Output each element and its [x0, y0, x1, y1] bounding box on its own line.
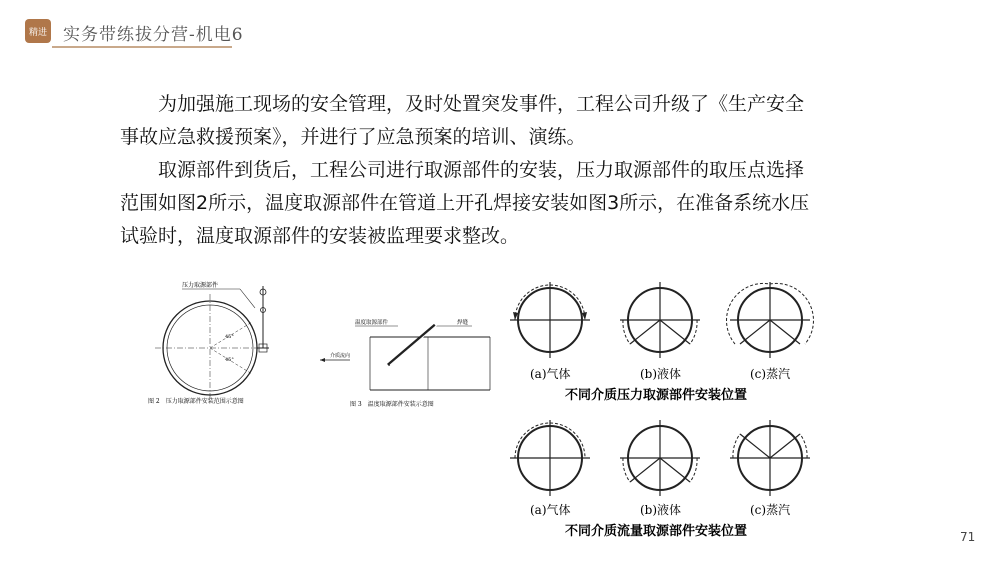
- figure-2-angle-a: 45°: [225, 334, 234, 340]
- pressure-diagram-caption: 不同介质压力取源部件安装位置: [565, 388, 748, 403]
- figure-3-flow-label: 介质流向: [330, 353, 351, 359]
- figure-2-caption: 图 2 压力取源部件安装范围示意图: [148, 398, 244, 405]
- figure-3-caption: 图 3 温度取源部件安装示意图: [350, 401, 434, 408]
- figure-2-angle-b: 45°: [225, 357, 234, 363]
- paragraph-2: 取源部件到货后，工程公司进行取源部件的安装，压力取源部件的取压点选择范围如图2所示，温度取源部件在管道上开孔焊接安装如图3所示，在准备系统水压试验时，温度取源部件的安装被监理要求整改。: [120, 159, 810, 247]
- paragraph-1: 为加强施工现场的安全管理，及时处置突发事件，工程公司升级了《生产安全事故应急救援预案》，并进行了应急预案的培训、演练。: [120, 93, 805, 148]
- pressure-item-liquid: (b)液体: [640, 367, 682, 381]
- flow-item-gas: (a)气体: [530, 503, 571, 517]
- figure-2-part-label: 压力取源部件: [182, 282, 219, 289]
- pressure-tap-diagram: [505, 282, 815, 408]
- flow-diagram-caption: 不同介质流量取源部件安装位置: [565, 524, 748, 539]
- figure-3-part-label: 温度取源部件: [355, 320, 389, 326]
- figure-3: [310, 305, 495, 413]
- brand-logo: 精进: [25, 19, 51, 43]
- flow-item-steam: (c)蒸汽: [750, 503, 791, 517]
- figure-3-weld-label: 焊缝: [457, 320, 469, 326]
- page-number: 71: [960, 530, 976, 544]
- pressure-item-steam: (c)蒸汽: [750, 367, 791, 381]
- flow-item-liquid: (b)液体: [640, 503, 682, 517]
- question-body: [120, 88, 820, 253]
- pressure-item-gas: (a)气体: [530, 367, 571, 381]
- flow-tap-diagram: [505, 418, 815, 544]
- figure-2: [145, 278, 305, 413]
- header-title: 实务带练拔分营-机电6: [63, 25, 244, 45]
- header-divider: [52, 46, 232, 48]
